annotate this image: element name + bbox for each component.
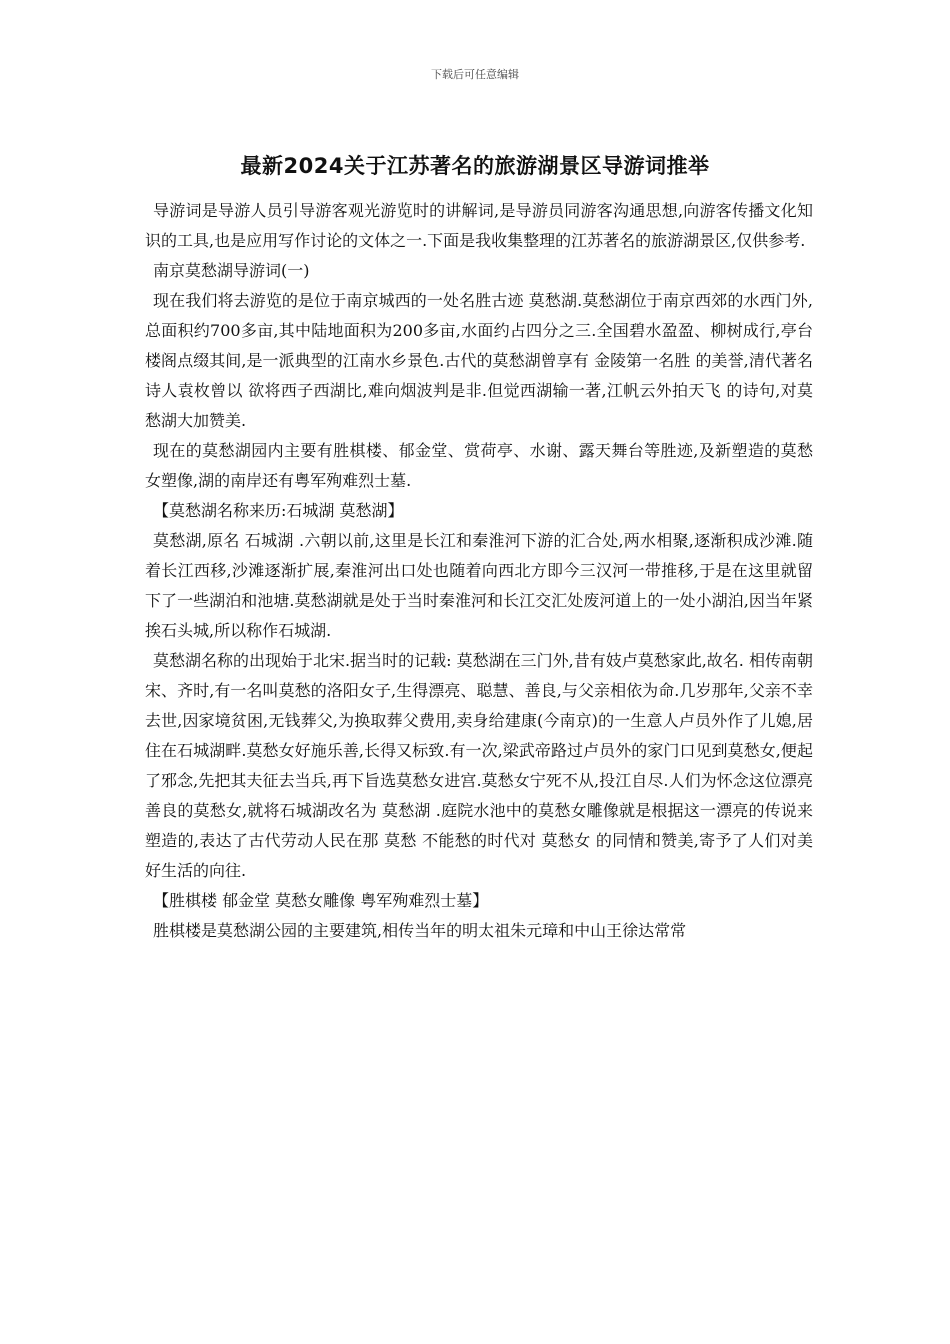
paragraph: 胜棋楼是莫愁湖公园的主要建筑,相传当年的明太祖朱元璋和中山王徐达常常: [153, 921, 687, 940]
paragraph: 现在的莫愁湖园内主要有胜棋楼、郁金堂、赏荷亭、水谢、露天舞台等胜迹,及新塑造的莫愁女塑像,湖的南岸还有粤军殉难烈士墓.: [145, 441, 813, 490]
paragraph-intro: 导游词是导游人员引导游客观光游览时的讲解词,是导游员同游客沟通思想,向游客传播文化知识的工具,也是应用写作讨论的文体之一.下面是我收集整理的江苏著名的旅游湖景区,仅供参考.: [145, 201, 813, 250]
paragraph: 莫愁湖名称的出现始于北宋.据当时的记载: 莫愁湖在三门外,昔有妓卢莫愁家此,故名. 相传南朝宋、齐时,有一名叫莫愁的洛阳女子,生得漂亮、聪慧、善良,与父亲相依为命.几岁那年,父亲不幸去世,因家境贫困,无钱葬父,为换取葬父费用,卖身给建康(今南京)的一生意人卢员外作了儿媳,居住在石城湖畔.莫愁女好施乐善,长得又标致.有一次,梁武帝路过卢员外的家门口见到莫愁女,便起了邪念,先把其夫征去当兵,再下旨选莫愁女进宫.莫愁女宁死不从,投江自尽.人们为怀念这位漂亮善良的莫愁女,就将石城湖改名为 莫愁湖 .庭院水池中的莫愁女雕像就是根据这一漂亮的传说来塑造的,表达了古代劳动人民在那 莫愁 不能愁的时代对 莫愁女 的同情和赞美,寄予了人们对美好生活的向往.: [145, 651, 813, 880]
subsection-heading: 【胜棋楼 郁金堂 莫愁女雕像 粤军殉难烈士墓】: [153, 891, 489, 910]
paragraph: 莫愁湖,原名 石城湖 .六朝以前,这里是长江和秦淮河下游的汇合处,两水相聚,逐渐积成沙滩.随着长江西移,沙滩逐渐扩展,秦淮河出口处也随着向西北方即今三汉河一带推移,于是在这里就留下了一些湖泊和池塘.莫愁湖就是处于当时秦淮河和长江交汇处废河道上的一处小湖泊,因当年紧挨石头城,所以称作石城湖.: [145, 531, 813, 640]
subsection-heading: 【莫愁湖名称来历:石城湖 莫愁湖】: [153, 501, 404, 520]
document-body: [145, 196, 813, 946]
paragraph: 现在我们将去游览的是位于南京城西的一处名胜古迹 莫愁湖.莫愁湖位于南京西郊的水西门外,总面积约700多亩,其中陆地面积为200多亩,水面约占四分之三.全国碧水盈盈、柳树成行,亭台楼阁点缀其间,是一派典型的江南水乡景色.古代的莫愁湖曾享有 金陵第一名胜 的美誉,清代著名诗人袁枚曾以 欲将西子西湖比,难向烟波判是非.但觉西湖输一著,江帆云外拍天飞 的诗句,对莫愁湖大加赞美.: [145, 291, 813, 430]
section-heading: 南京莫愁湖导游词(一): [153, 261, 310, 280]
page-header: 下载后可任意编辑: [431, 68, 519, 81]
document-title: 最新2024关于江苏著名的旅游湖景区导游词推举: [240, 154, 710, 178]
